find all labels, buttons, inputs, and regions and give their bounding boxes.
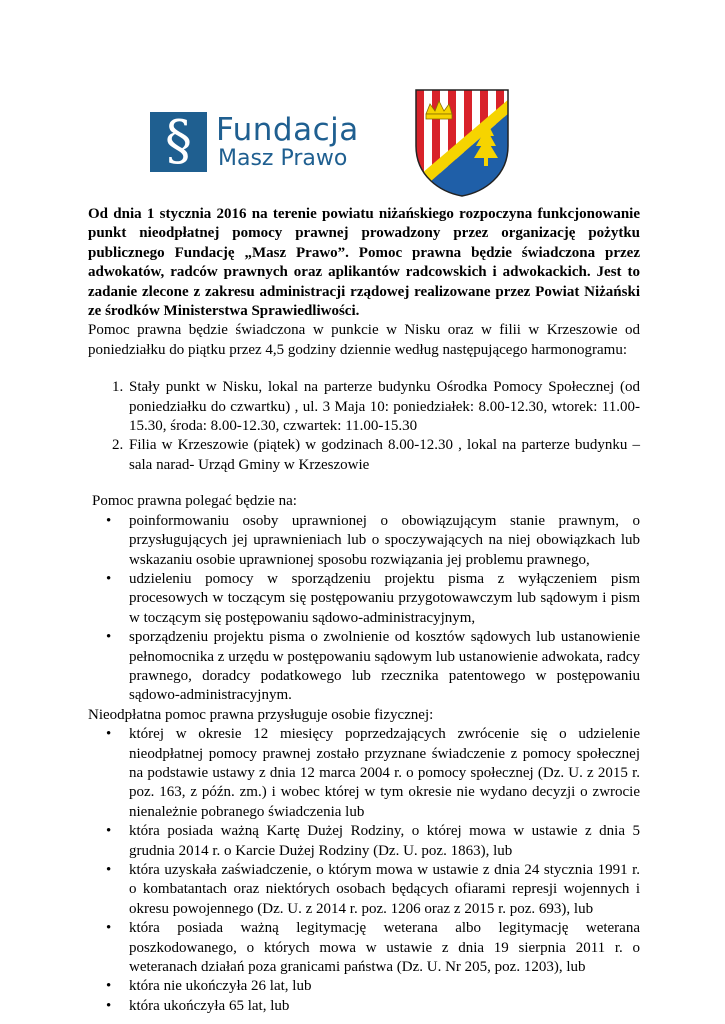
list-item: 1. Stały punkt w Nisku, lokal na parterze budynku Ośrodka Pomocy Społecznej (od poniedziałku do czwartku) , ul. 3 Maja 10: poniedziałek: 8.00-12.30, wtorek: 11.00-15.30, środa: 8.00-12.30, czwartek: 11.00-15.30 <box>127 378 640 436</box>
logo-title: Fundacja <box>216 112 359 148</box>
schedule-list <box>88 378 640 475</box>
document-body <box>88 205 640 1016</box>
list-item: • która posiada ważną legitymację weterana albo legitymację weterana poszkodowanego, o których mowa w ustawie z dnia 19 sierpnia 2011 r. o weteranach działań poza granicami państwa (Dz. U. Nr 205, poz. 1203), lub <box>128 919 640 977</box>
scope-heading: Pomoc prawna polegać będzie na: <box>92 493 297 510</box>
list-item: • udzieleniu pomocy w sporządzeniu projektu pisma z wyłączeniem pism procesowych w toczącym się postępowaniu przygotowawczym lub sądowym i pism w toczącym się postępowaniu sądowo-administracyjnym, <box>128 570 640 628</box>
paragraph-mark-icon: § <box>150 112 207 172</box>
fundacja-masz-prawo-logo <box>150 109 375 172</box>
list-item: • która ukończyła 65 lat, lub <box>128 997 640 1016</box>
list-item: • której w okresie 12 miesięcy poprzedzających zwrócenie się o udzielenie nieodpłatnej pomocy prawnej zostało przyznane świadczenie z pomocy społecznej na podstawie ustawy z dnia 12 marca 2004 r. o pomocy społecznej (Dz. U. z 2015 r. poz. 163, z późn. zm.) i wobec której w tym okresie nie wydano decyzji o zwrocie nienależnie pobranego świadczenia lub <box>128 725 640 822</box>
list-item: • poinformowaniu osoby uprawnionej o obowiązującym stanie prawnym, o przysługujących jej uprawnieniach lub o spoczywających na niej obowiązkach lub wskazaniu osobie uprawnionej sposobu rozwiązania jej problemu prawnego, <box>128 512 640 570</box>
eligibility-list <box>88 725 640 1016</box>
list-item: • która posiada ważną Kartę Dużej Rodziny, o której mowa w ustawie z dnia 5 grudnia 2014 r. o Karcie Dużej Rodziny (Dz. U. poz. 1863), lub <box>128 822 640 861</box>
intro-paragraph: Pomoc prawna będzie świadczona w punkcie w Nisku oraz w filii w Krzeszowie od poniedziałku do piątku przez 4,5 godziny dziennie według następującego harmonogramu: <box>88 322 640 358</box>
eligibility-heading: Nieodpłatna pomoc prawna przysługuje osobie fizycznej: <box>88 706 434 723</box>
logo-subtitle: Masz Prawo <box>218 146 348 171</box>
scope-list <box>88 512 640 706</box>
list-item: 2. Filia w Krzeszowie (piątek) w godzinach 8.00-12.30 , lokal na parterze budynku – sala narad- Urząd Gminy w Krzeszowie <box>127 436 640 475</box>
list-item: • która uzyskała zaświadczenie, o którym mowa w ustawie z dnia 24 stycznia 1991 r. o kombatantach oraz niektórych osobach będących ofiarami represji wojennych i okresu powojennego (Dz. U. z 2014 r. poz. 1206 oraz z 2015 r. poz. 693), lub <box>128 861 640 919</box>
announcement-paragraph: Od dnia 1 stycznia 2016 na terenie powiatu niżańskiego rozpoczyna funkcjonowanie punkt nieodpłatnej pomocy prawnej prowadzony przez organizację pożytku publicznego Fundację „Masz Prawo”. Pomoc prawna będzie świadczona przez adwokatów, radców prawnych oraz aplikantów radcowskich i adwokackich. Jest to zadanie zlecone z zakresu administracji rządowej realizowane przez Powiat Niżański ze środków Ministerstwa Sprawiedliwości. <box>88 206 640 320</box>
list-item: • sporządzeniu projektu pisma o zwolnienie od kosztów sądowych lub ustanowienie pełnomocnika z urzędu w postępowaniu sądowym lub ustanowienie adwokata, radcy prawnego, doradcy podatkowego lub rzecznika patentowego w postępowaniu sądowo-administracyjnym. <box>128 628 640 706</box>
coat-of-arms-icon <box>414 88 510 198</box>
list-item: • która nie ukończyła 26 lat, lub <box>128 977 640 996</box>
